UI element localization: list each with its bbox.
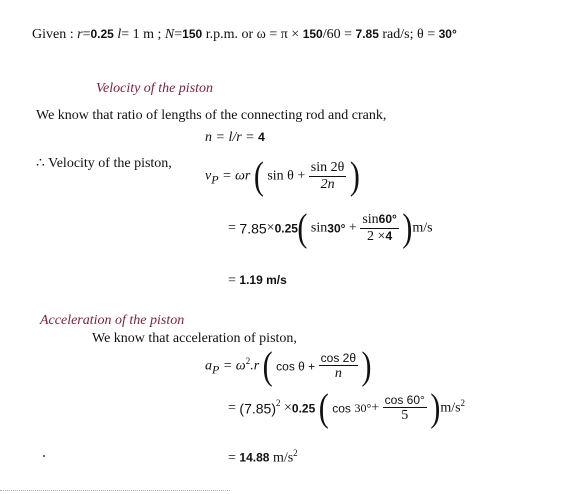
vp2-r: 0.25: [274, 221, 298, 236]
ap-substituted: = $(7.85)^2 \times 0.25$ ( cos 30°+ $\frac{\cos 60^\circ}{5}$ )$m/s^2$: [228, 386, 466, 430]
l-value: = 1 m ;: [121, 27, 162, 42]
stray-mark: [43, 455, 45, 457]
ap-result-eq: =: [228, 450, 236, 466]
vp-eq: = ωr: [218, 168, 251, 184]
ap2-plus: +: [371, 400, 380, 416]
ap-result-line: [228, 448, 298, 467]
velocity-heading: Velocity of the piston: [96, 81, 214, 96]
vp2-angle: 30°: [327, 221, 346, 236]
vp-sub: P: [211, 172, 219, 187]
N-value: 150: [182, 27, 203, 41]
ap-formula: $a_P = \omega^2.r$ ( cos θ + $\frac{\cos 2\theta}{n}$ ): [205, 344, 372, 388]
vp2-plus: +: [348, 220, 357, 236]
vp-result-eq: =: [228, 273, 236, 288]
ap-frac-num: cos 2θ: [320, 351, 357, 365]
N-rest: r.p.m. or ω = π ×: [205, 27, 300, 42]
ap2-unit-sq: 2: [460, 398, 466, 409]
N-equals: =: [174, 27, 183, 42]
N-value-2: 150: [302, 27, 323, 41]
ap-r: .r: [250, 358, 260, 374]
vp2-unit: m/s: [412, 220, 433, 236]
vp2-fraction: [360, 212, 399, 245]
ap-frac-den: n: [319, 365, 358, 382]
sin-theta: sin θ +: [267, 168, 306, 184]
n-ratio-line: [205, 130, 265, 146]
vp-result: 1.19 m/s: [239, 273, 287, 287]
ap2-frac-den: 5: [383, 407, 427, 424]
omega-rest: /60 =: [322, 27, 356, 42]
theta-value: 30°: [438, 27, 457, 41]
ap2-eq: =: [228, 400, 236, 416]
vp2-frac-den-a: 2 ×: [367, 229, 386, 244]
ap2-unit: m/s: [440, 400, 461, 416]
vp2-frac-num-a: sin: [362, 212, 379, 227]
ap2-angle: 30°: [354, 401, 372, 415]
n-expr: n = l/r =: [205, 130, 255, 145]
ap-eq: = ω: [219, 358, 246, 374]
omega-unit: rad/s; θ =: [378, 27, 439, 42]
vp2-eq: =: [228, 220, 236, 236]
ap-fraction: [319, 351, 358, 382]
vp2-frac-den-b: 4: [385, 229, 393, 243]
ap-result-unit-sq: 2: [293, 448, 298, 458]
ap-sub: P: [212, 362, 220, 377]
ap2-fraction: [383, 393, 427, 424]
vp-formula: $v_P = \omega r$ ( sin θ + $\frac{\sin 2\theta}{2n}$ ): [205, 154, 360, 198]
r-symbol: r: [77, 27, 83, 42]
acceleration-intro: We know that acceleration of piston,: [92, 331, 297, 346]
ap2-sq: 2: [275, 398, 281, 409]
ap2-r: 0.25: [291, 401, 316, 416]
vp-lhs: v: [205, 168, 212, 184]
velocity-therefore: ∴ Velocity of the piston,: [36, 156, 172, 171]
r-equals: =: [82, 27, 91, 42]
omega-value: 7.85: [355, 27, 379, 41]
ap-sq: 2: [245, 356, 251, 367]
velocity-intro: We know that ratio of lengths of the connecting rod and crank,: [36, 108, 387, 123]
ap-result-unit: m/s: [272, 450, 294, 466]
vp2-times: ×: [266, 220, 275, 236]
r-value: 0.25: [90, 27, 114, 41]
vp2-frac-num-b: 60°: [378, 212, 397, 226]
ap2-times: ×: [283, 400, 292, 416]
n-value: 4: [258, 130, 265, 144]
ap-lhs: a: [205, 358, 212, 374]
vp-result-line: [228, 273, 287, 289]
vp-fraction: [309, 160, 347, 193]
ap2-frac-num: cos 60°: [384, 393, 425, 407]
given-prefix: Given :: [32, 27, 78, 42]
ap2-cos: cos: [332, 401, 351, 416]
vp-frac-den: 2n: [309, 176, 347, 193]
cos-theta: cos θ +: [276, 359, 316, 374]
vp2-sin: sin: [310, 220, 328, 236]
l-symbol: l: [117, 27, 122, 42]
vp-frac-num: sin 2θ: [310, 160, 345, 175]
ap2-omega: (7.85): [239, 400, 276, 417]
page-bottom-divider: [0, 490, 230, 493]
vp-substituted: = 7.85×0.25 ( sin30° + $\frac{\sin 60^\circ}{2 \times 4}$ )m/s: [228, 206, 433, 250]
vp2-omega: 7.85: [239, 220, 267, 237]
N-symbol: N: [164, 27, 175, 42]
given-line: [32, 27, 457, 43]
acceleration-heading: Acceleration of the piston: [40, 313, 185, 328]
ap-result: 14.88: [239, 450, 270, 465]
